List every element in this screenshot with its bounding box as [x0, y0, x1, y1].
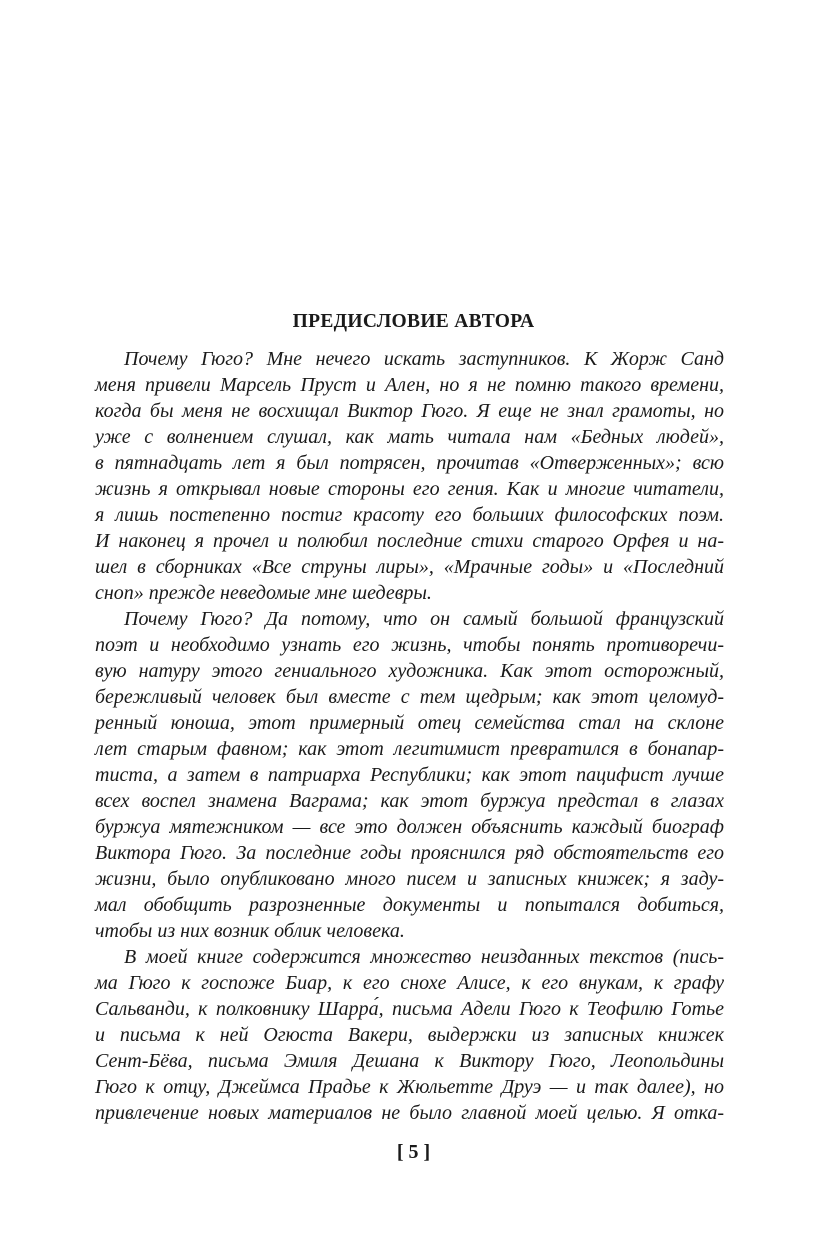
text-line: Почему Гюго? Да потому, что он самый большой французский — [124, 608, 724, 630]
text-line: В моей книге содержится множество неизданных текстов (пись- — [124, 946, 724, 968]
preface-body — [95, 346, 724, 1126]
text-line: я лишь постепенно постиг красоту его больших философских поэм. — [95, 504, 724, 526]
text-line: Гюго к отцу, Джеймса Прадье к Жюльетте Друэ — и так далее), но — [95, 1076, 724, 1098]
text-line: в пятнадцать лет я был потрясен, прочитав «Отверженных»; всю — [95, 452, 724, 474]
text-line: привлечение новых материалов не было главной моей целью. Я отка- — [95, 1102, 724, 1124]
text-line: лет старым фавном; как этот легитимист превратился в бонапар- — [95, 738, 724, 760]
text-line: всех воспел знамена Ваграма; как этот буржуа предстал в глазах — [95, 790, 724, 812]
text-line: ренный юноша, этот примерный отец семейства стал на склоне — [95, 712, 724, 734]
text-line: поэт и необходимо узнать его жизнь, чтобы понять противоречи- — [95, 634, 724, 656]
text-line: чтобы из них возник облик человека. — [95, 920, 405, 942]
text-line: уже с волнением слушал, как мать читала нам «Бедных людей», — [95, 426, 724, 448]
text-line: шел в сборниках «Все струны лиры», «Мрачные годы» и «Последний — [95, 556, 724, 578]
text-line: Почему Гюго? Мне нечего искать заступников. К Жорж Санд — [124, 348, 724, 370]
text-line: буржуа мятежником — все это должен объяснить каждый биограф — [95, 816, 724, 838]
text-line: Сент-Бёва, письма Эмиля Дешана к Виктору Гюго, Леопольдины — [95, 1050, 724, 1072]
text-line: жизни, было опубликовано много писем и записных книжек; я заду- — [95, 868, 724, 890]
text-line: жизнь я открывал новые стороны его гения. Как и многие читатели, — [95, 478, 724, 500]
text-line: И наконец я прочел и полюбил последние стихи старого Орфея и на- — [95, 530, 724, 552]
text-line: меня привели Марсель Пруст и Ален, но я не помню такого времени, — [95, 374, 724, 396]
text-line: сноп» прежде неведомые мне шедевры. — [95, 582, 432, 604]
text-line: когда бы меня не восхищал Виктор Гюго. Я еще не знал грамоты, но — [95, 400, 724, 422]
page-title: ПРЕДИСЛОВИЕ АВТОРА — [292, 311, 535, 332]
text-line: ма Гюго к госпоже Биар, к его снохе Алисе, к его внукам, к графу — [95, 972, 724, 994]
page-number: [ 5 ] — [396, 1141, 431, 1163]
text-line: мал обобщить разрозненные документы и попытался добиться, — [95, 894, 724, 916]
text-line: Виктора Гюго. За последние годы прояснился ряд обстоятельств его — [95, 842, 724, 864]
text-line: и письма к ней Огюста Вакери, выдержки из записных книжек — [95, 1024, 724, 1046]
text-line: Сальванди, к полковнику Шарра́, письма Адели Гюго к Теофилю Готье — [95, 998, 724, 1020]
text-line: тиста, а затем в патриарха Республики; как этот пацифист лучше — [95, 764, 724, 786]
text-line: вую натуру этого гениального художника. Как этот осторожный, — [95, 660, 724, 682]
text-line: бережливый человек был вместе с тем щедрым; как этот целомуд- — [95, 686, 724, 708]
